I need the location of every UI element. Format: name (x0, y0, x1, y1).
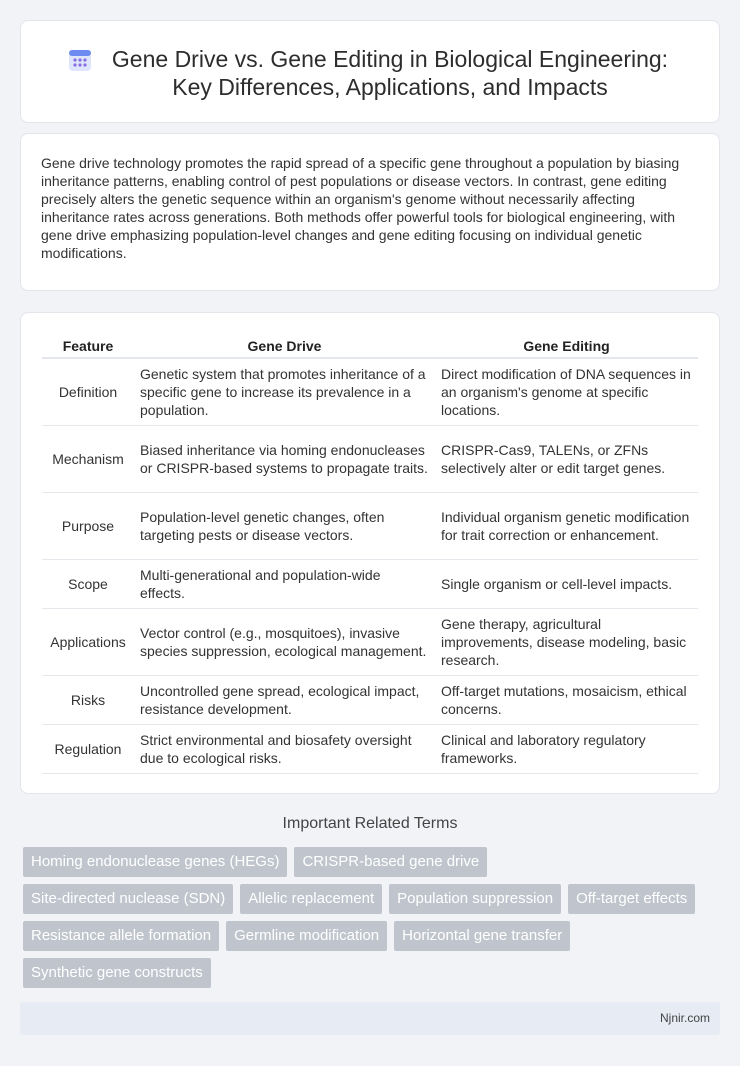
related-term-tag[interactable]: Allelic replacement (240, 884, 382, 914)
feature-cell: Scope (42, 559, 134, 608)
table-row (42, 559, 698, 608)
gene-drive-cell: Genetic system that promotes inheritance of a specific gene to increase its prevalence in a population. (134, 358, 435, 425)
related-term-tag[interactable]: Germline modification (226, 921, 387, 951)
comparison-card (20, 312, 720, 794)
gene-editing-cell: Single organism or cell-level impacts. (435, 559, 698, 608)
related-term-tag[interactable]: Off-target effects (568, 884, 695, 914)
related-terms-title: Important Related Terms (282, 815, 458, 832)
table-row (42, 425, 698, 492)
table-row (42, 724, 698, 773)
gene-drive-cell: Vector control (e.g., mosquitoes), invasive species suppression, ecological management. (134, 608, 435, 675)
related-term-tag[interactable]: Homing endonuclease genes (HEGs) (23, 847, 287, 877)
feature-cell: Purpose (42, 492, 134, 559)
gene-editing-cell: Direct modification of DNA sequences in an organism's genome at specific locations. (435, 358, 698, 425)
table-row (42, 358, 698, 425)
gene-editing-cell: Individual organism genetic modification for trait correction or enhancement. (435, 492, 698, 559)
feature-cell: Regulation (42, 724, 134, 773)
gene-editing-cell: Gene therapy, agricultural improvements, disease modeling, basic research. (435, 608, 698, 675)
related-term-tag[interactable]: Site-directed nuclease (SDN) (23, 884, 233, 914)
gene-editing-cell: Clinical and laboratory regulatory frameworks. (435, 724, 698, 773)
intro-card (20, 133, 720, 291)
gene-drive-cell: Biased inheritance via homing endonucleases or CRISPR-based systems to propagate traits. (134, 425, 435, 492)
gene-drive-cell: Population-level genetic changes, often targeting pests or disease vectors. (134, 492, 435, 559)
related-term-tag[interactable]: CRISPR-based gene drive (294, 847, 487, 877)
header-gene-editing: Gene Editing (435, 335, 698, 358)
related-terms-list (23, 847, 703, 988)
feature-cell: Definition (42, 358, 134, 425)
footer-bar (20, 1002, 720, 1035)
related-term-tag[interactable]: Horizontal gene transfer (394, 921, 570, 951)
gene-editing-cell: Off-target mutations, mosaicism, ethical concerns. (435, 675, 698, 724)
table-row (42, 675, 698, 724)
table-header-row (42, 335, 698, 358)
gene-editing-cell: CRISPR-Cas9, TALENs, or ZFNs selectively alter or edit target genes. (435, 425, 698, 492)
table-row (42, 608, 698, 675)
footer-site-link[interactable]: Njnir.com (659, 1011, 710, 1025)
gene-drive-cell: Strict environmental and biosafety oversight due to ecological risks. (134, 724, 435, 773)
title-card (20, 20, 720, 123)
header-feature: Feature (42, 335, 134, 358)
gene-drive-cell: Uncontrolled gene spread, ecological impact, resistance development. (134, 675, 435, 724)
comparison-table (42, 335, 698, 774)
intro-paragraph: Gene drive technology promotes the rapid spread of a specific gene throughout a population by biasing inheritance patterns, enabling control of pest populations or disease vectors. In contrast, gene editing precisely alters the genetic sequence within an organism's genome without necessarily affecting inheritance rates across generations. Both methods offer powerful tools for biological engineering, with gene drive emphasizing population-level changes and gene editing focusing on individual genetic modifications. (41, 155, 680, 261)
feature-cell: Mechanism (42, 425, 134, 492)
related-term-tag[interactable]: Resistance allele formation (23, 921, 219, 951)
table-row (42, 492, 698, 559)
feature-cell: Risks (42, 675, 134, 724)
feature-cell: Applications (42, 608, 134, 675)
page-title: Gene Drive vs. Gene Editing in Biological Engineering: Key Differences, Applications, and Impacts (111, 46, 669, 100)
header-gene-drive: Gene Drive (134, 335, 435, 358)
gene-drive-cell: Multi-generational and population-wide effects. (134, 559, 435, 608)
related-term-tag[interactable]: Population suppression (389, 884, 561, 914)
related-term-tag[interactable]: Synthetic gene constructs (23, 958, 211, 988)
